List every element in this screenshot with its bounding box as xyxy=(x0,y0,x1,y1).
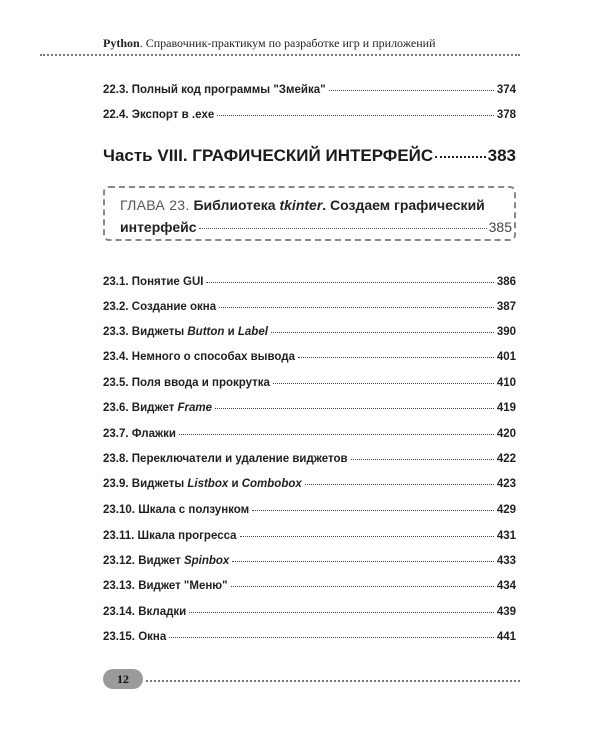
toc-entry-text: Виджет xyxy=(138,555,184,567)
toc-entry-number: 23.6. xyxy=(103,402,129,414)
toc-entry-title xyxy=(103,606,186,618)
toc-entry-number: 23.8. xyxy=(103,453,129,465)
dot-leader xyxy=(252,510,494,511)
toc-entry-title xyxy=(103,326,268,338)
toc-entry xyxy=(103,377,516,389)
dot-leader xyxy=(169,637,494,638)
toc-entry xyxy=(103,276,516,288)
toc-entry-text: Вкладки xyxy=(138,606,187,618)
toc-entry-page: 386 xyxy=(496,276,516,288)
toc-entry-page: 439 xyxy=(496,606,516,618)
toc-entry-title xyxy=(103,301,216,313)
chapter-title-part2: . Создаем графический xyxy=(322,197,485,213)
toc-entry-text: Виджеты xyxy=(131,326,188,338)
toc-entry xyxy=(103,453,516,465)
toc-entry-page: 441 xyxy=(496,631,516,643)
toc-entry-number: 23.5. xyxy=(103,377,129,389)
toc-entry xyxy=(103,428,516,440)
toc-entry-title xyxy=(103,453,348,465)
toc-entry-title xyxy=(103,580,228,592)
dot-leader xyxy=(179,434,494,435)
toc-entry xyxy=(103,555,516,567)
toc-entry-text: Шкала с ползунком xyxy=(138,504,250,516)
page-number-badge: 12 xyxy=(103,669,143,689)
dot-leader xyxy=(217,115,494,116)
toc-entry-text: Переключатели и удаление виджетов xyxy=(131,453,348,465)
dot-leader xyxy=(231,586,494,587)
toc-entry-page: 434 xyxy=(496,580,516,592)
footer-divider xyxy=(146,680,520,682)
toc-entry-title xyxy=(103,377,270,389)
toc-entry-text: и xyxy=(228,478,242,490)
toc-entry-number: 23.14. xyxy=(103,606,135,618)
toc-entry-text: Виджеты xyxy=(131,478,188,490)
toc-entry-page: 401 xyxy=(496,351,516,363)
toc-entry-title xyxy=(103,428,176,440)
toc-entry-page: 431 xyxy=(496,530,516,542)
toc-entry xyxy=(103,351,516,363)
header-divider xyxy=(40,54,520,56)
toc-entry-page: 433 xyxy=(496,555,516,567)
toc-entry-number: 23.10. xyxy=(103,504,135,516)
toc-entry-italic: Frame xyxy=(177,402,213,414)
dot-leader xyxy=(232,561,494,562)
toc-entry-title xyxy=(103,276,203,288)
chapter-title-part1: Библиотека xyxy=(193,197,280,213)
toc-entry-text: Создание окна xyxy=(131,301,217,313)
toc-entry-page: 429 xyxy=(496,504,516,516)
toc-entry-italic: Listbox xyxy=(187,478,229,490)
toc-entry-page: 387 xyxy=(496,301,516,313)
chapter-heading xyxy=(120,197,485,213)
toc-entry-title xyxy=(103,478,302,490)
toc-entry-number: 23.1. xyxy=(103,276,129,288)
dot-leader xyxy=(219,307,494,308)
toc-entry-title xyxy=(103,402,212,414)
toc-entry-text: Окна xyxy=(138,631,167,643)
toc-entry xyxy=(103,580,516,592)
toc-entry-page: 390 xyxy=(496,326,516,338)
toc-entry-title xyxy=(103,555,229,567)
toc-entry-page: 419 xyxy=(496,402,516,414)
toc-entry-number: 23.7. xyxy=(103,428,129,440)
toc-entry-number: 23.3. xyxy=(103,326,129,338)
toc-entry-title: 22.3. Полный код программы "Змейка" xyxy=(103,84,326,96)
toc-entry-number: 23.11. xyxy=(103,530,135,542)
chapter-heading-line2 xyxy=(120,219,512,235)
toc-entry-text: Флажки xyxy=(131,428,176,440)
toc-entry-number: 23.2. xyxy=(103,301,129,313)
dot-leader xyxy=(435,156,485,158)
toc-entry xyxy=(103,109,516,121)
chapter-page: 385 xyxy=(488,219,512,235)
toc-entry-italic: Combobox xyxy=(241,478,302,490)
running-header xyxy=(103,36,436,51)
dot-leader xyxy=(240,536,494,537)
toc-entry xyxy=(103,530,516,542)
toc-entry-text: Немного о способах вывода xyxy=(131,351,295,363)
toc-entry xyxy=(103,84,516,96)
dot-leader xyxy=(271,332,494,333)
header-subtitle: . Справочник-практикум по разработке игр и приложений xyxy=(139,36,436,50)
dot-leader xyxy=(351,459,494,460)
toc-entry xyxy=(103,301,516,313)
chapter-title-italic: tkinter xyxy=(279,197,323,213)
toc-entry-page: 378 xyxy=(496,109,516,121)
toc-entry-text: Шкала прогресса xyxy=(137,530,237,542)
toc-entry-page: 410 xyxy=(496,377,516,389)
toc-entry-text: Виджет "Меню" xyxy=(138,580,228,592)
toc-entry-text: Понятие GUI xyxy=(131,276,204,288)
toc-entry-page: 374 xyxy=(496,84,516,96)
toc-entry-page: 422 xyxy=(496,453,516,465)
toc-entry-italic: Spinbox xyxy=(183,555,230,567)
toc-entry-italic: Button xyxy=(187,326,225,338)
toc-entry-number: 23.12. xyxy=(103,555,135,567)
toc-entry-text: Виджет xyxy=(131,402,178,414)
chapter-label: ГЛАВА 23. xyxy=(120,197,190,213)
header-book-name: Python xyxy=(103,36,140,50)
dot-leader xyxy=(189,612,494,613)
toc-entry-title xyxy=(103,530,237,542)
dot-leader xyxy=(206,282,493,283)
dot-leader xyxy=(199,228,487,229)
toc-entry-text: и xyxy=(224,326,238,338)
toc-entry xyxy=(103,478,516,490)
toc-entry xyxy=(103,606,516,618)
part-title: Часть VIII. ГРАФИЧЕСКИЙ ИНТЕРФЕЙС xyxy=(103,146,434,165)
toc-entry-title: 22.4. Экспорт в .exe xyxy=(103,109,215,121)
toc-entry-number: 23.15. xyxy=(103,631,135,643)
dot-leader xyxy=(305,484,494,485)
toc-entry-italic: Label xyxy=(237,326,268,338)
toc-entry-page: 420 xyxy=(496,428,516,440)
toc-entry xyxy=(103,402,516,414)
toc-entry xyxy=(103,326,516,338)
toc-entry xyxy=(103,631,516,643)
dot-leader xyxy=(215,408,494,409)
toc-entry-title xyxy=(103,504,249,516)
toc-entry-number: 23.13. xyxy=(103,580,135,592)
chapter-title-line2: интерфейс xyxy=(120,219,197,235)
dot-leader xyxy=(273,383,494,384)
part-heading xyxy=(103,146,516,166)
toc-entry-number: 23.9. xyxy=(103,478,129,490)
dot-leader xyxy=(329,90,494,91)
dot-leader xyxy=(298,357,494,358)
toc-entry-text: Поля ввода и прокрутка xyxy=(131,377,270,389)
toc-entry-number: 23.4. xyxy=(103,351,129,363)
toc-entry-page: 423 xyxy=(496,478,516,490)
toc-entry-title xyxy=(103,351,295,363)
toc-entry-title xyxy=(103,631,166,643)
part-page: 383 xyxy=(487,146,516,165)
toc-entry xyxy=(103,504,516,516)
